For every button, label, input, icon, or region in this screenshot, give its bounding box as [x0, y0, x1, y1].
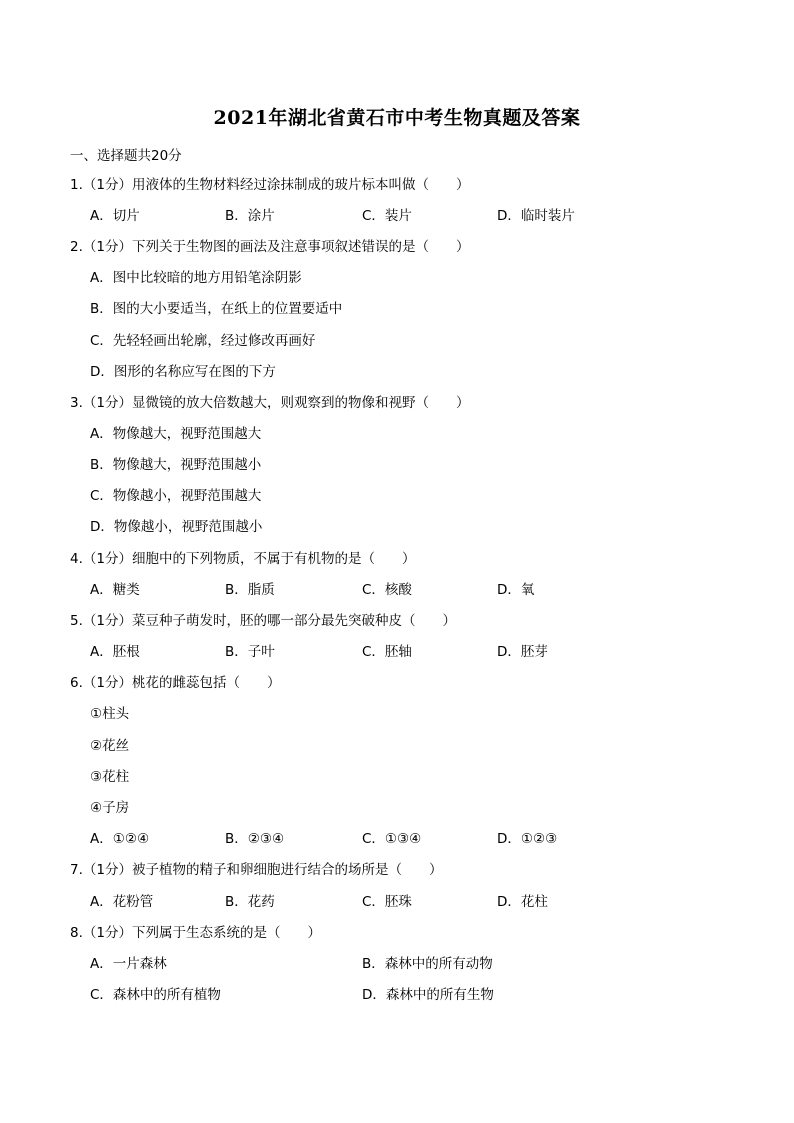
q6-item-4: ④子房	[90, 800, 130, 816]
q6-option-b: B．②③④	[225, 831, 285, 847]
q7-option-b: B．花药	[225, 894, 275, 910]
q4-option-c: C．核酸	[362, 582, 412, 598]
q1-option-a: A．切片	[90, 208, 140, 224]
q6-item-1: ①柱头	[90, 706, 130, 722]
q5-option-d: D．胚芽	[497, 644, 548, 660]
q8-option-d: D．森林中的所有生物	[362, 987, 494, 1003]
question-6-stem: 6.（1分）桃花的雌蕊包括（ ）	[70, 675, 281, 691]
q5-option-a: A．胚根	[90, 644, 140, 660]
question-1-stem: 1.（1分）用液体的生物材料经过涂抹制成的玻片标本叫做（ ）	[70, 177, 470, 193]
q7-option-c: C．胚珠	[362, 894, 412, 910]
q6-item-3: ③花柱	[90, 769, 130, 785]
q7-option-d: D．花柱	[497, 894, 548, 910]
question-2-stem: 2.（1分）下列关于生物图的画法及注意事项叙述错误的是（ ）	[70, 239, 470, 255]
q5-option-b: B．子叶	[225, 644, 275, 660]
q2-option-c: C．先轻轻画出轮廓，经过修改再画好	[90, 333, 316, 349]
q4-option-a: A．糖类	[90, 582, 140, 598]
q3-option-c: C．物像越小，视野范围越大	[90, 488, 262, 504]
q8-option-c: C．森林中的所有植物	[90, 987, 221, 1003]
document-title: 2021年湖北省黄石市中考生物真题及答案	[213, 107, 581, 129]
q1-option-c: C．装片	[362, 208, 412, 224]
q2-option-d: D．图形的名称应写在图的下方	[90, 364, 276, 380]
q8-option-a: A．一片森林	[90, 956, 167, 972]
q6-option-c: C．①③④	[362, 831, 422, 847]
question-8-stem: 8.（1分）下列属于生态系统的是（ ）	[70, 925, 321, 941]
q6-option-d: D．①②③	[497, 831, 558, 847]
q1-option-d: D．临时装片	[497, 208, 575, 224]
q7-option-a: A．花粉管	[90, 894, 154, 910]
question-5-stem: 5.（1分）菜豆种子萌发时，胚的哪一部分最先突破种皮（ ）	[70, 613, 456, 629]
q3-option-a: A．物像越大，视野范围越大	[90, 426, 262, 442]
q6-item-2: ②花丝	[90, 738, 130, 754]
q8-option-b: B．森林中的所有动物	[362, 956, 493, 972]
q3-option-d: D．物像越小，视野范围越小	[90, 519, 263, 535]
q5-option-c: C．胚轴	[362, 644, 412, 660]
q6-option-a: A．①②④	[90, 831, 150, 847]
q2-option-a: A．图中比较暗的地方用铅笔涂阴影	[90, 270, 302, 286]
section-heading: 一、选择题共20分	[70, 148, 182, 164]
q4-option-b: B．脂质	[225, 582, 275, 598]
q2-option-b: B．图的大小要适当，在纸上的位置要适中	[90, 301, 343, 317]
question-7-stem: 7.（1分）被子植物的精子和卵细胞进行结合的场所是（ ）	[70, 862, 443, 878]
question-3-stem: 3.（1分）显微镜的放大倍数越大，则观察到的物像和视野（ ）	[70, 395, 470, 411]
q4-option-d: D．氧	[497, 582, 535, 598]
q3-option-b: B．物像越大，视野范围越小	[90, 457, 262, 473]
q1-option-b: B．涂片	[225, 208, 275, 224]
question-4-stem: 4.（1分）细胞中的下列物质，不属于有机物的是（ ）	[70, 551, 416, 567]
